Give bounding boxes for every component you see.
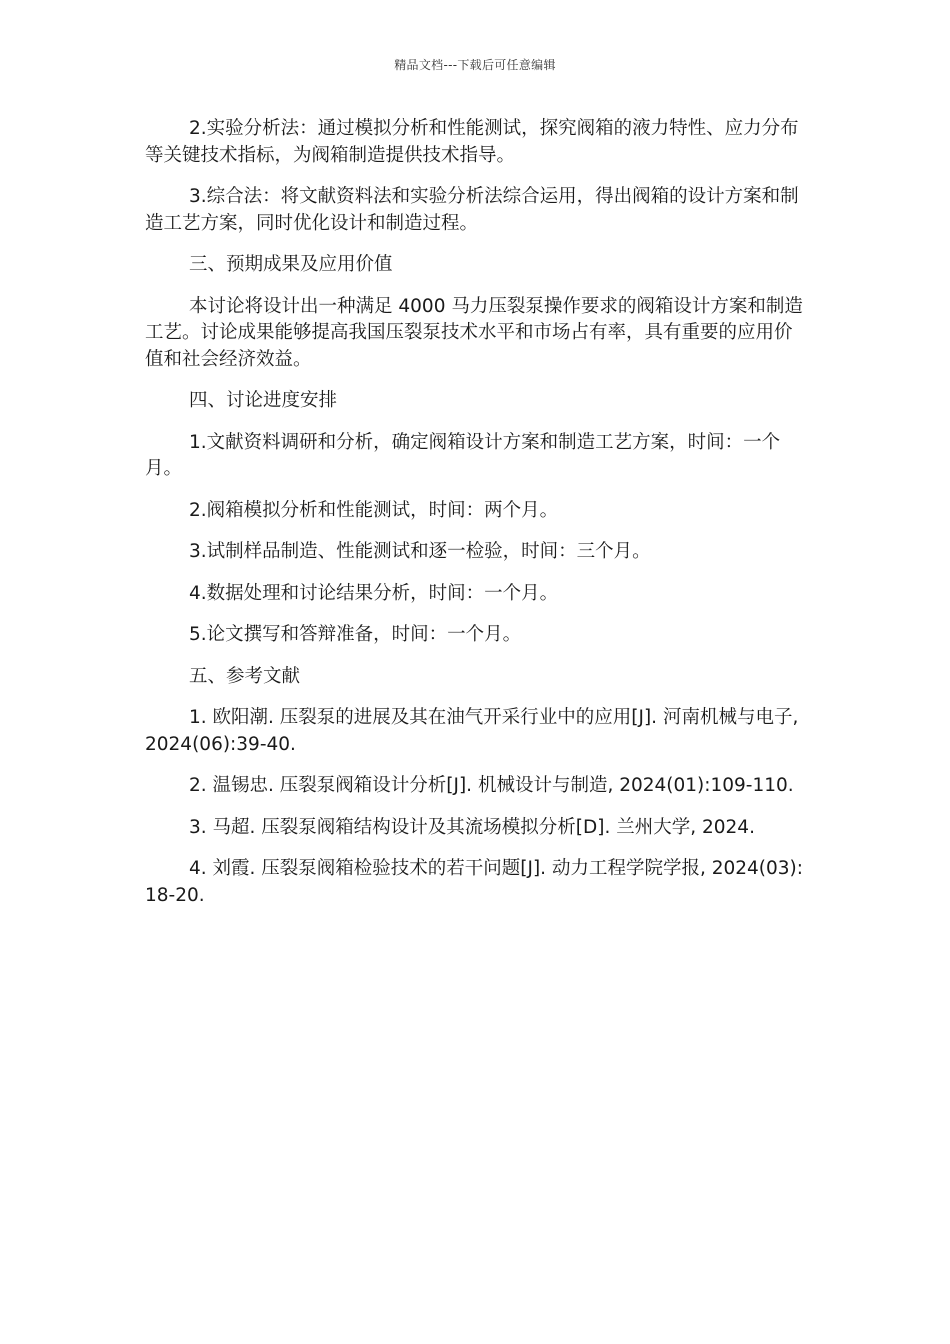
section-heading-references: 五、参考文献 <box>189 665 301 687</box>
method-comprehensive: 3.综合法：将文献资料法和实验分析法综合运用，得出阀箱的设计方案和制造工艺方案，同时优化设计和制造过程。 <box>145 186 799 234</box>
method-experimental-analysis: 2.实验分析法：通过模拟分析和性能测试，探究阀箱的液力特性、应力分布等关键技术指标，为阀箱制造提供技术指导。 <box>145 118 799 166</box>
reference-item-2: 2. 温锡忠. 压裂泵阀箱设计分析[J]. 机械设计与制造, 2024(01):109-110. <box>189 775 794 796</box>
expected-results-text: 本讨论将设计出一种满足 4000 马力压裂泵操作要求的阀箱设计方案和制造工艺。讨论成果能够提高我国压裂泵技术水平和市场占有率，具有重要的应用价值和社会经济效益。 <box>145 295 803 370</box>
section-heading-schedule: 四、讨论进度安排 <box>189 390 338 411</box>
page-header: 精品文档---下载后可任意编辑 <box>394 58 556 72</box>
reference-item-3: 3. 马超. 压裂泵阀箱结构设计及其流场模拟分析[D]. 兰州大学, 2024. <box>189 816 755 838</box>
schedule-item-3: 3.试制样品制造、性能测试和逐一检验，时间：三个月。 <box>189 541 651 562</box>
section-heading-expected-results: 三、预期成果及应用价值 <box>189 254 393 275</box>
reference-item-4: 4. 刘霞. 压裂泵阀箱检验技术的若干问题[J]. 动力工程学院学报, 2024(03):18-20. <box>145 858 803 906</box>
document-body <box>145 116 807 924</box>
schedule-item-1: 1.文献资料调研和分析，确定阀箱设计方案和制造工艺方案，时间：一个月。 <box>145 431 781 479</box>
schedule-item-4: 4.数据处理和讨论结果分析，时间：一个月。 <box>189 582 559 604</box>
schedule-item-2: 2.阀箱模拟分析和性能测试，时间：两个月。 <box>189 499 559 521</box>
reference-item-1: 1. 欧阳潮. 压裂泵的进展及其在油气开采行业中的应用[J]. 河南机械与电子, 2024(06):39-40. <box>145 707 799 755</box>
schedule-item-5: 5.论文撰写和答辩准备，时间：一个月。 <box>189 624 522 645</box>
